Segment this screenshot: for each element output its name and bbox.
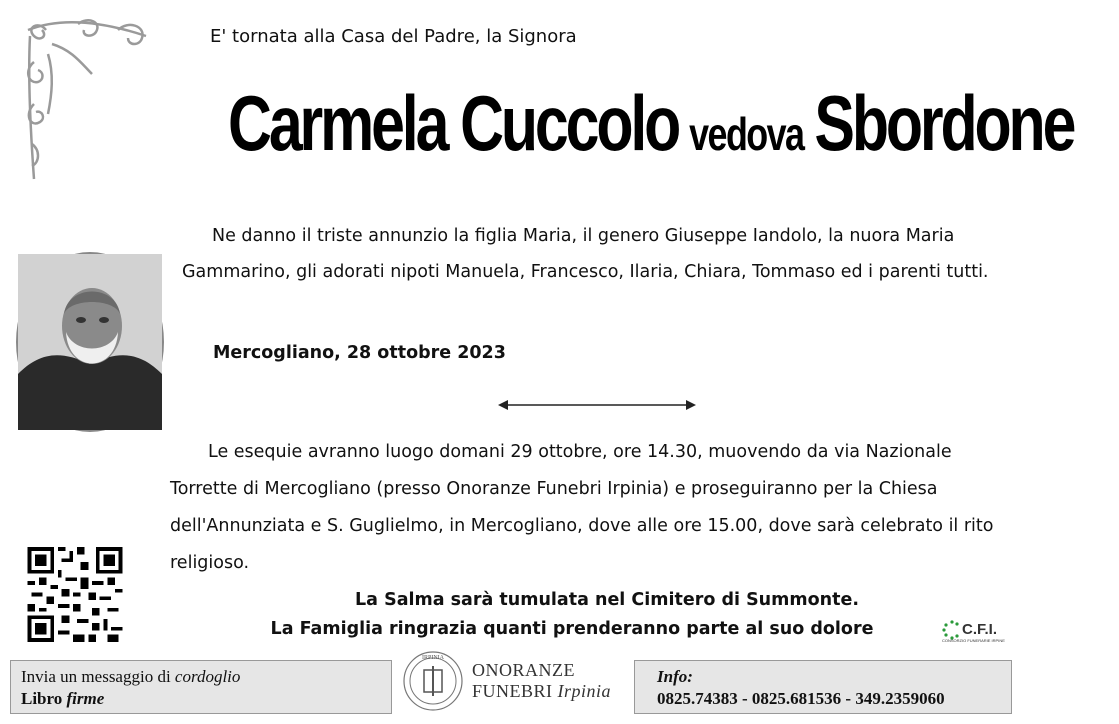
phone-numbers[interactable]: 0825.74383 - 0825.681536 - 349.2359060 xyxy=(657,689,945,708)
deceased-first-name: Carmela Cuccolo xyxy=(228,79,679,167)
burial-note: La Salma sarà tumulata nel Cimitero di Summonte. xyxy=(355,590,859,610)
condolence-link[interactable]: Invia un messaggio di cordoglio xyxy=(21,667,241,686)
qr-code[interactable] xyxy=(26,547,124,642)
funeral-home-emblem xyxy=(402,648,464,714)
cfi-logo xyxy=(942,620,1005,643)
intro-text: E' tornata alla Casa del Padre, la Signora xyxy=(210,26,577,47)
info-label: Info: xyxy=(657,667,693,686)
family-thanks: La Famiglia ringrazia quanti prenderanno parte al suo dolore xyxy=(270,619,874,639)
funeral-home-name xyxy=(472,660,611,702)
deceased-middle: vedova xyxy=(689,108,804,160)
logo-line1: ONORANZE xyxy=(472,660,575,680)
corner-ornament xyxy=(18,14,158,189)
info-box xyxy=(634,660,1012,714)
funeral-text: Le esequie avranno luogo domani 29 ottobre, ore 14.30, muovendo da via Nazionale Torrette di Mercogliano (presso Onoranze Funebri Irpinia) e proseguiranno per la Chiesa dell'Annunziata e S. Guglielmo, in Mercogliano, dove alle ore 15.00, dove sarà celebrato il rito religioso. xyxy=(170,442,994,573)
place-date: Mercogliano, 28 ottobre 2023 xyxy=(213,343,506,363)
announcement-text: Ne danno il triste annunzio la figlia Maria, il genero Giuseppe Iandolo, la nuora Maria Gammarino, gli adorati nipoti Manuela, Francesco, Ilaria, Chiara, Tommaso ed i parenti tutti. xyxy=(182,226,989,282)
emblem-arc-text: IRPINIA xyxy=(422,655,444,661)
cfi-mark: C.F.I. xyxy=(962,620,998,638)
portrait-image xyxy=(18,254,162,430)
logo-line2: FUNEBRI Irpinia xyxy=(472,681,612,701)
double-arrow-divider xyxy=(496,398,698,412)
cfi-tagline: CONSORZIO FUNERARIE IRPINE xyxy=(942,638,1005,643)
saint-portrait xyxy=(16,252,164,432)
guestbook-link[interactable]: Libro firme xyxy=(21,689,105,708)
deceased-name xyxy=(228,78,1073,169)
condolence-box[interactable] xyxy=(10,660,392,714)
deceased-last-name: Sbordone xyxy=(814,79,1074,167)
cfi-dots-icon xyxy=(942,620,962,640)
